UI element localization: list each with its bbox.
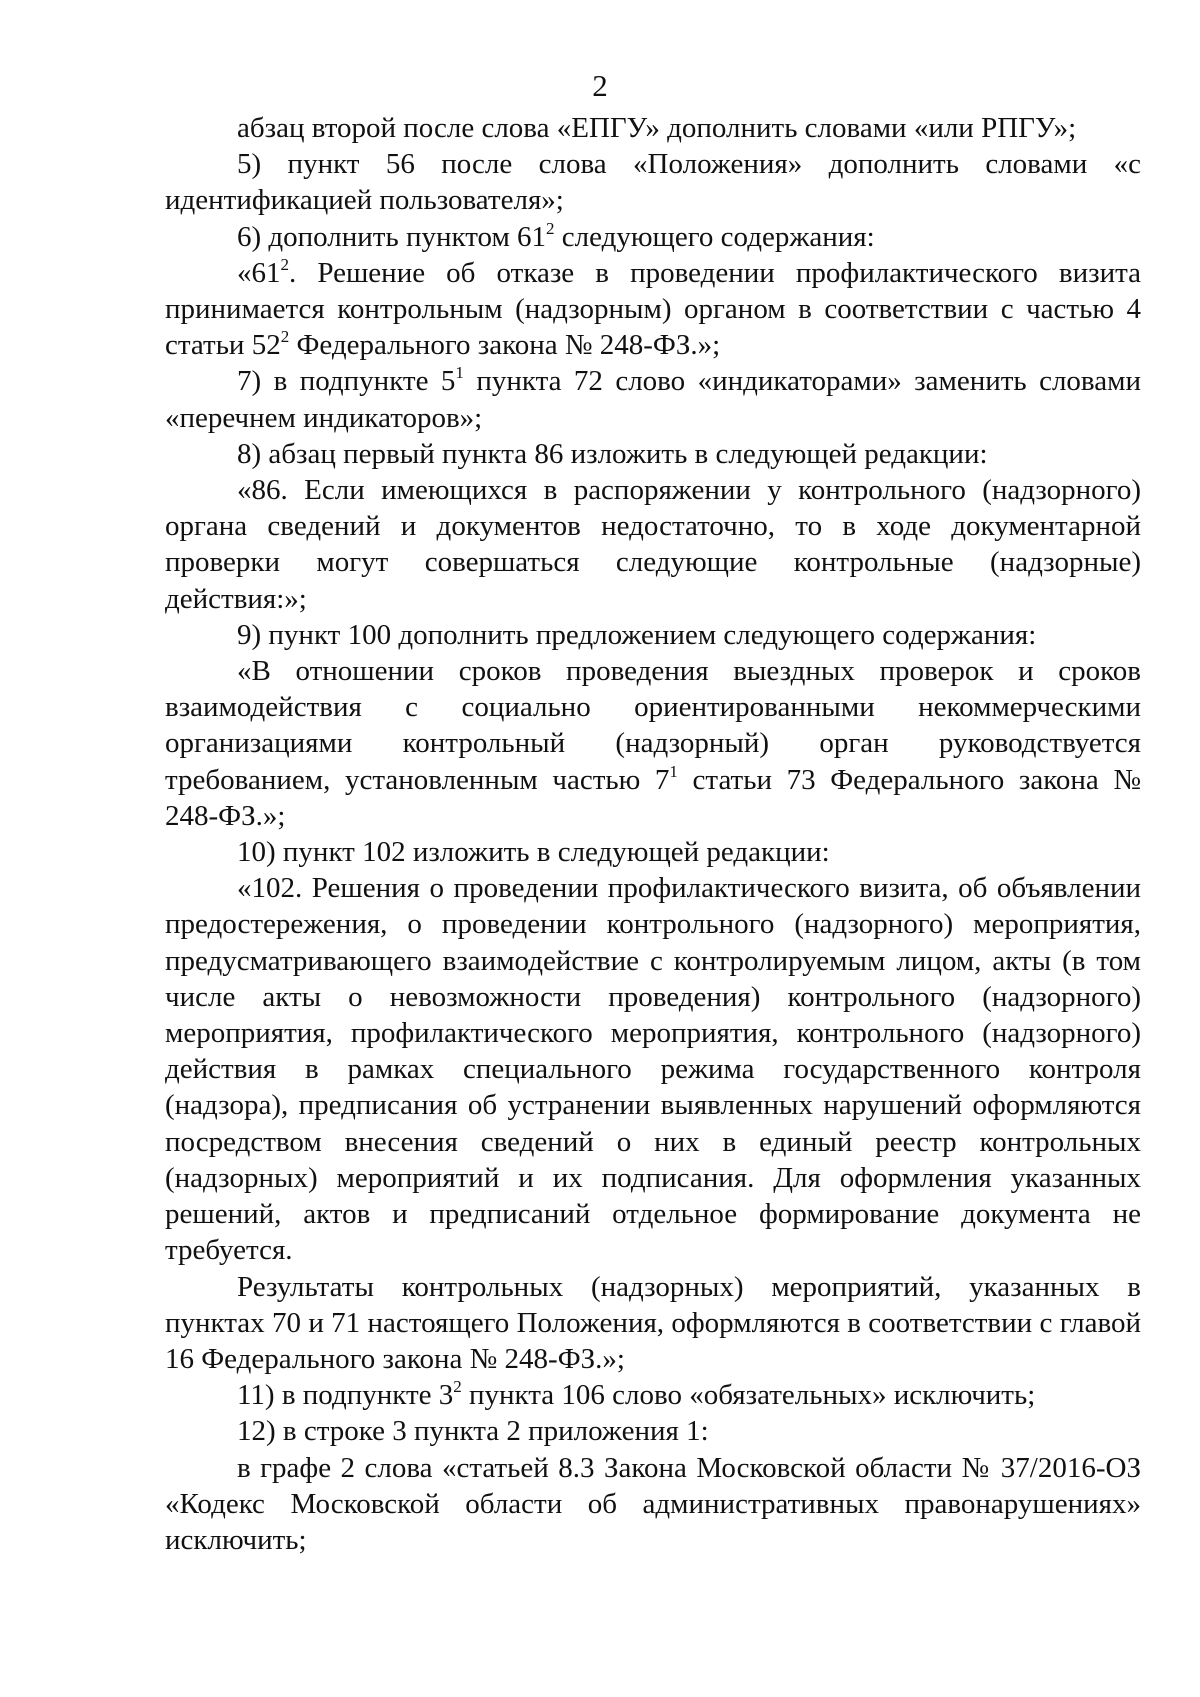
superscript: 1 (669, 761, 678, 781)
paragraph: «102. Решения о проведении профилактического визита, об объявлении предостережения, о проведении контрольного (надзорного) мероприятия, предусматривающего взаимодействие с контролируемым лицом, акты (в том числе акты о невозможности проведения) контрольного (надзорного) мероприятия, профилактического мероприятия, контрольного (надзорного) действия в рамках специального режима государственного контроля (надзора), предписания об устранении выявленных нарушений оформляются посредством внесения сведений о них в единый реестр контрольных (надзорных) мероприятий и их подписания. Для оформления указанных решений, актов и предписаний отдельное формирование документа не требуется. (165, 872, 1141, 1267)
paragraph: «$61^2$. Решение об отказе в проведении профилактического визита принимается контрольным (надзорным) органом в соответствии с частью 4 статьи $52^2$ Федерального закона № 248-ФЗ.»; (165, 254, 1141, 362)
paragraph: 6) дополнить пунктом $61^2$ следующего содержания: (237, 218, 875, 253)
superscript: 2 (280, 254, 289, 274)
paragraph: 12) в строке 3 пункта 2 приложения 1: (237, 1415, 709, 1448)
paragraph: 5) пункт 56 после слова «Положения» дополнить словами «с идентификацией пользователя»; (165, 148, 1141, 217)
superscript: 2 (453, 1377, 462, 1397)
superscript: 2 (546, 218, 555, 238)
paragraph: 10) пункт 102 изложить в следующей редакции: (237, 836, 830, 869)
paragraph: 9) пункт 100 дополнить предложением следующего содержания: (237, 618, 1037, 651)
superscript: 1 (455, 363, 464, 383)
paragraph: Результаты контрольных (надзорных) мероприятий, указанных в пунктах 70 и 71 настоящего Положения, оформляются в соответствии с главой 16 Федерального закона № 248-ФЗ.»; (165, 1270, 1141, 1375)
paragraph: в графе 2 слова «статьей 8.3 Закона Московской области № 37/2016-ОЗ «Кодекс Московской области об административных правонарушениях» исключить; (165, 1451, 1141, 1556)
paragraph: 11) в подпункте $3^2$ пункта 106 слово «обязательных» исключить; (237, 1377, 1036, 1412)
paragraph: 7) в подпункте $5^1$ пункта 72 слово «индикаторами» заменить словами «перечнем индикаторов»; (165, 363, 1141, 434)
superscript: 2 (280, 327, 290, 347)
paragraph: 8) абзац первый пункта 86 изложить в следующей редакции: (237, 437, 988, 470)
paragraph: абзац второй после слова «ЕПГУ» дополнить словами «или РПГУ»; (237, 112, 1077, 144)
paragraph: «86. Если имеющихся в распоряжении у контрольного (надзорного) органа сведений и документов недостаточно, то в ходе документарной проверки могут совершаться следующие контрольные (надзорные) действия:»; (165, 474, 1141, 615)
paragraph: «В отношении сроков проведения выездных проверок и сроков взаимодействия с социально ориентированными некоммерческими организациями контрольный (надзорный) орган руководствуется требованием, установленным частью $7^1$ статьи 73 Федерального закона № 248-ФЗ.»; (165, 655, 1141, 832)
document-body (165, 110, 1141, 1558)
page-number: 2 (592, 68, 608, 103)
